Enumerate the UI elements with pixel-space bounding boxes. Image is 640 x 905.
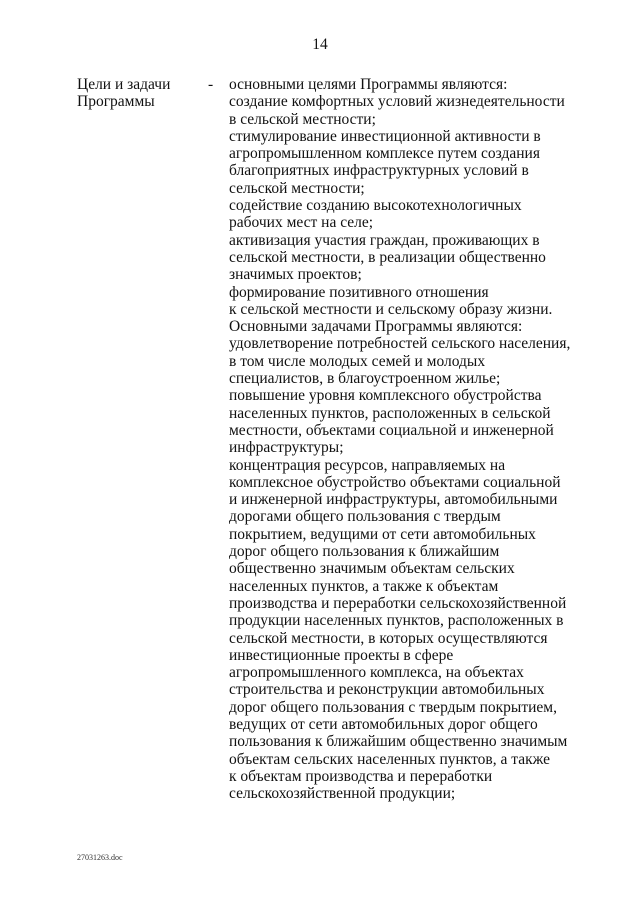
section-body — [229, 76, 570, 802]
text-line: формирование позитивного отношения — [229, 283, 489, 301]
dash-separator: - — [208, 76, 214, 93]
text-line: сельской местности, в реализации общественно — [229, 248, 546, 266]
text-line: рабочих мест на селе; — [229, 214, 374, 232]
text-line: ведущих от сети автомобильных дорог общего — [229, 715, 538, 733]
label-line: Программы — [77, 93, 155, 111]
text-line: дорогами общего пользования с твердым — [229, 508, 501, 526]
text-line: агропромышленном комплексе путем создания — [229, 145, 540, 163]
text-line: содействие созданию высокотехнологичных — [229, 197, 522, 215]
text-line: к сельской местности и сельскому образу жизни. — [229, 300, 553, 318]
text-line: сельской местности; — [229, 179, 365, 197]
text-line: стимулирование инвестиционной активности в — [229, 127, 541, 145]
text-line: инвестиционные проекты в сфере — [229, 646, 454, 664]
text-line: строительства и реконструкции автомобильных — [229, 681, 545, 699]
text-line: инфраструктуры; — [229, 439, 344, 457]
text-line: в сельской местности; — [229, 110, 376, 128]
text-line: агропромышленного комплекса, на объектах — [229, 664, 524, 682]
text-line: к объектам производства и переработки — [229, 767, 493, 785]
text-line: сельскохозяйственной продукции; — [229, 785, 456, 803]
text-line: производства и переработки сельскохозяйственной — [229, 594, 567, 612]
section-label — [77, 76, 170, 111]
text-line: дорог общего пользования к ближайшим — [229, 543, 500, 561]
text-line: Основными задачами Программы являются: — [229, 318, 523, 336]
page-number: 14 — [312, 36, 328, 53]
text-line: благоприятных инфраструктурных условий в — [229, 162, 529, 180]
text-line: и инженерной инфраструктуры, автомобильными — [229, 491, 558, 509]
label-line: Цели и задачи — [77, 76, 171, 93]
text-line: создание комфортных условий жизнедеятельности — [229, 93, 565, 111]
text-line: удовлетворение потребностей сельского населения, — [229, 335, 571, 353]
text-line: сельской местности, в которых осуществляются — [229, 629, 548, 647]
text-line: комплексное обустройство объектами социальной — [229, 473, 561, 491]
text-line: значимых проектов; — [229, 266, 362, 284]
text-line: дорог общего пользования с твердым покрытием, — [229, 698, 557, 716]
text-line: покрытием, ведущими от сети автомобильных — [229, 525, 536, 543]
text-line: концентрация ресурсов, направляемых на — [229, 456, 506, 474]
text-line: населенных пунктов, а также к объектам — [229, 577, 499, 595]
text-line: повышение уровня комплексного обустройства — [229, 387, 542, 405]
text-line: в том числе молодых семей и молодых — [229, 352, 486, 370]
text-line: общественно значимым объектам сельских — [229, 560, 515, 578]
text-line: объектам сельских населенных пунктов, а также — [229, 750, 551, 768]
text-line: пользования к ближайшим общественно значимым — [229, 733, 568, 751]
text-line: основными целями Программы являются: — [229, 76, 508, 93]
text-line: местности, объектами социальной и инженерной — [229, 421, 554, 439]
text-line: населенных пунктов, расположенных в сельской — [229, 404, 551, 422]
text-line: специалистов, в благоустроенном жилье; — [229, 370, 501, 388]
footer-filename: 27031263.doc — [77, 853, 123, 862]
text-line: активизация участия граждан, проживающих в — [229, 231, 540, 249]
text-line: продукции населенных пунктов, расположенных в — [229, 612, 564, 630]
